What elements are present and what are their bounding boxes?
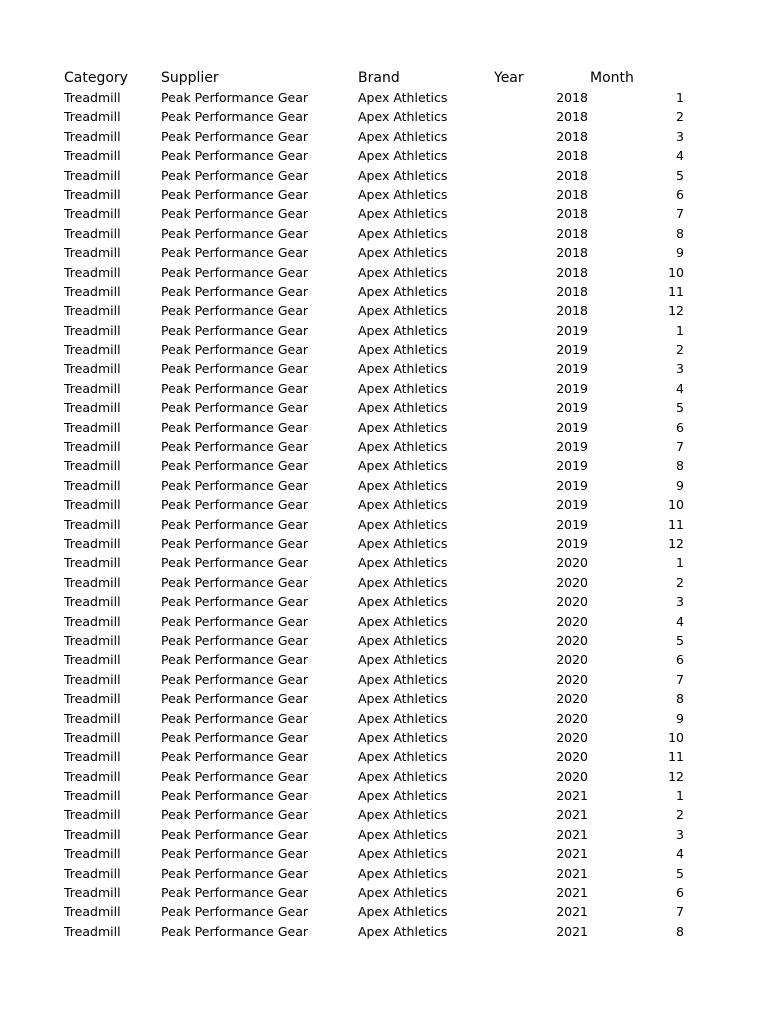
cell-month: 11 (668, 516, 684, 532)
cell-supplier: Peak Performance Gear (161, 128, 309, 144)
cell-year: 2020 (556, 613, 588, 629)
table-row (64, 902, 704, 921)
cell-category: Treadmill (64, 807, 121, 823)
cell-supplier: Peak Performance Gear (161, 342, 309, 358)
cell-brand: Apex Athletics (358, 128, 448, 144)
cell-supplier: Peak Performance Gear (161, 400, 309, 416)
table-body (64, 88, 704, 941)
cell-category: Treadmill (64, 419, 121, 435)
cell-supplier: Peak Performance Gear (161, 322, 309, 338)
cell-year: 2021 (556, 885, 588, 901)
cell-category: Treadmill (64, 632, 121, 648)
cell-brand: Apex Athletics (358, 109, 448, 125)
cell-month: 4 (676, 846, 684, 862)
cell-year: 2021 (556, 923, 588, 939)
cell-category: Treadmill (64, 206, 121, 222)
cell-brand: Apex Athletics (358, 245, 448, 261)
cell-month: 7 (676, 904, 684, 920)
cell-category: Treadmill (64, 458, 121, 474)
cell-supplier: Peak Performance Gear (161, 109, 309, 125)
cell-year: 2019 (556, 477, 588, 493)
cell-month: 5 (676, 865, 684, 881)
cell-supplier: Peak Performance Gear (161, 90, 309, 105)
cell-brand: Apex Athletics (358, 613, 448, 629)
cell-category: Treadmill (64, 768, 121, 784)
cell-brand: Apex Athletics (358, 652, 448, 668)
table-row (64, 786, 704, 805)
table-row (64, 456, 704, 475)
cell-supplier: Peak Performance Gear (161, 652, 309, 668)
table-row (64, 612, 704, 631)
cell-year: 2020 (556, 691, 588, 707)
cell-year: 2019 (556, 361, 588, 377)
cell-category: Treadmill (64, 846, 121, 862)
cell-month: 3 (676, 594, 684, 610)
cell-supplier: Peak Performance Gear (161, 671, 309, 687)
cell-brand: Apex Athletics (358, 90, 448, 105)
cell-brand: Apex Athletics (358, 885, 448, 901)
cell-year: 2020 (556, 768, 588, 784)
cell-year: 2018 (556, 90, 588, 105)
table-row (64, 689, 704, 708)
cell-category: Treadmill (64, 148, 121, 164)
cell-month: 1 (676, 322, 684, 338)
cell-month: 12 (668, 768, 684, 784)
cell-supplier: Peak Performance Gear (161, 574, 309, 590)
cell-brand: Apex Athletics (358, 749, 448, 765)
cell-supplier: Peak Performance Gear (161, 380, 309, 396)
cell-category: Treadmill (64, 477, 121, 493)
cell-year: 2019 (556, 497, 588, 513)
table-row (64, 805, 704, 824)
table-row (64, 592, 704, 611)
cell-brand: Apex Athletics (358, 264, 448, 280)
table-row (64, 747, 704, 766)
cell-supplier: Peak Performance Gear (161, 846, 309, 862)
cell-supplier: Peak Performance Gear (161, 749, 309, 765)
table-row (64, 864, 704, 883)
cell-brand: Apex Athletics (358, 788, 448, 804)
cell-month: 5 (676, 632, 684, 648)
cell-supplier: Peak Performance Gear (161, 148, 309, 164)
cell-brand: Apex Athletics (358, 148, 448, 164)
table-row (64, 204, 704, 223)
cell-category: Treadmill (64, 264, 121, 280)
cell-year: 2020 (556, 671, 588, 687)
cell-supplier: Peak Performance Gear (161, 729, 309, 745)
table-row (64, 418, 704, 437)
cell-brand: Apex Athletics (358, 186, 448, 202)
cell-month: 9 (676, 477, 684, 493)
cell-supplier: Peak Performance Gear (161, 613, 309, 629)
cell-month: 4 (676, 380, 684, 396)
cell-month: 9 (676, 710, 684, 726)
table-row (64, 631, 704, 650)
cell-year: 2020 (556, 632, 588, 648)
cell-brand: Apex Athletics (358, 516, 448, 532)
cell-year: 2018 (556, 148, 588, 164)
cell-category: Treadmill (64, 885, 121, 901)
cell-year: 2020 (556, 574, 588, 590)
cell-brand: Apex Athletics (358, 400, 448, 416)
cell-brand: Apex Athletics (358, 303, 448, 319)
header-supplier: Supplier (161, 70, 219, 86)
cell-category: Treadmill (64, 225, 121, 241)
cell-supplier: Peak Performance Gear (161, 439, 309, 455)
cell-brand: Apex Athletics (358, 671, 448, 687)
cell-brand: Apex Athletics (358, 710, 448, 726)
table-row (64, 844, 704, 863)
cell-category: Treadmill (64, 535, 121, 551)
cell-category: Treadmill (64, 516, 121, 532)
cell-supplier: Peak Performance Gear (161, 167, 309, 183)
cell-month: 6 (676, 885, 684, 901)
cell-year: 2021 (556, 788, 588, 804)
cell-brand: Apex Athletics (358, 632, 448, 648)
cell-category: Treadmill (64, 380, 121, 396)
table-row (64, 127, 704, 146)
table-row (64, 379, 704, 398)
cell-supplier: Peak Performance Gear (161, 186, 309, 202)
cell-month: 4 (676, 148, 684, 164)
cell-month: 2 (676, 807, 684, 823)
table-row (64, 88, 704, 107)
cell-year: 2018 (556, 109, 588, 125)
cell-supplier: Peak Performance Gear (161, 264, 309, 280)
cell-supplier: Peak Performance Gear (161, 419, 309, 435)
cell-supplier: Peak Performance Gear (161, 535, 309, 551)
cell-category: Treadmill (64, 865, 121, 881)
cell-year: 2020 (556, 652, 588, 668)
cell-brand: Apex Athletics (358, 691, 448, 707)
cell-year: 2018 (556, 206, 588, 222)
table-row (64, 922, 704, 941)
cell-month: 8 (676, 691, 684, 707)
table-row (64, 534, 704, 553)
table-row (64, 883, 704, 902)
table-row (64, 224, 704, 243)
cell-year: 2019 (556, 458, 588, 474)
cell-year: 2020 (556, 594, 588, 610)
cell-month: 12 (668, 303, 684, 319)
cell-category: Treadmill (64, 710, 121, 726)
cell-year: 2021 (556, 826, 588, 842)
cell-brand: Apex Athletics (358, 497, 448, 513)
cell-supplier: Peak Performance Gear (161, 477, 309, 493)
table-row (64, 185, 704, 204)
cell-brand: Apex Athletics (358, 342, 448, 358)
table-row (64, 398, 704, 417)
table-row (64, 166, 704, 185)
cell-brand: Apex Athletics (358, 768, 448, 784)
cell-brand: Apex Athletics (358, 574, 448, 590)
cell-category: Treadmill (64, 788, 121, 804)
table-row (64, 282, 704, 301)
cell-month: 4 (676, 613, 684, 629)
cell-year: 2019 (556, 380, 588, 396)
cell-month: 10 (668, 729, 684, 745)
cell-supplier: Peak Performance Gear (161, 361, 309, 377)
cell-category: Treadmill (64, 439, 121, 455)
cell-month: 6 (676, 419, 684, 435)
cell-month: 7 (676, 439, 684, 455)
cell-year: 2019 (556, 400, 588, 416)
cell-year: 2020 (556, 710, 588, 726)
table-row (64, 670, 704, 689)
cell-brand: Apex Athletics (358, 419, 448, 435)
cell-month: 2 (676, 342, 684, 358)
cell-month: 1 (676, 555, 684, 571)
cell-year: 2019 (556, 535, 588, 551)
cell-month: 8 (676, 923, 684, 939)
cell-month: 1 (676, 788, 684, 804)
cell-brand: Apex Athletics (358, 206, 448, 222)
cell-supplier: Peak Performance Gear (161, 885, 309, 901)
cell-year: 2019 (556, 419, 588, 435)
cell-category: Treadmill (64, 574, 121, 590)
table-row (64, 476, 704, 495)
table-row (64, 359, 704, 378)
data-table (64, 68, 704, 941)
cell-month: 11 (668, 283, 684, 299)
cell-category: Treadmill (64, 342, 121, 358)
table-row (64, 146, 704, 165)
cell-category: Treadmill (64, 90, 121, 105)
cell-brand: Apex Athletics (358, 865, 448, 881)
cell-month: 7 (676, 671, 684, 687)
cell-year: 2018 (556, 167, 588, 183)
cell-supplier: Peak Performance Gear (161, 303, 309, 319)
cell-year: 2018 (556, 245, 588, 261)
cell-category: Treadmill (64, 729, 121, 745)
cell-year: 2018 (556, 264, 588, 280)
cell-category: Treadmill (64, 245, 121, 261)
cell-category: Treadmill (64, 109, 121, 125)
table-row (64, 437, 704, 456)
cell-brand: Apex Athletics (358, 807, 448, 823)
cell-year: 2021 (556, 865, 588, 881)
cell-brand: Apex Athletics (358, 380, 448, 396)
cell-supplier: Peak Performance Gear (161, 516, 309, 532)
cell-supplier: Peak Performance Gear (161, 865, 309, 881)
cell-brand: Apex Athletics (358, 458, 448, 474)
cell-year: 2019 (556, 516, 588, 532)
cell-month: 1 (676, 90, 684, 105)
table-row (64, 340, 704, 359)
cell-year: 2019 (556, 342, 588, 358)
table-row (64, 650, 704, 669)
cell-brand: Apex Athletics (358, 439, 448, 455)
cell-month: 3 (676, 361, 684, 377)
cell-category: Treadmill (64, 826, 121, 842)
cell-year: 2018 (556, 128, 588, 144)
cell-brand: Apex Athletics (358, 729, 448, 745)
cell-category: Treadmill (64, 555, 121, 571)
cell-category: Treadmill (64, 186, 121, 202)
cell-month: 8 (676, 458, 684, 474)
cell-supplier: Peak Performance Gear (161, 497, 309, 513)
cell-category: Treadmill (64, 691, 121, 707)
cell-month: 5 (676, 167, 684, 183)
cell-year: 2021 (556, 807, 588, 823)
header-row (64, 68, 704, 88)
cell-month: 7 (676, 206, 684, 222)
cell-supplier: Peak Performance Gear (161, 245, 309, 261)
table-row (64, 107, 704, 126)
cell-month: 10 (668, 497, 684, 513)
cell-supplier: Peak Performance Gear (161, 768, 309, 784)
cell-category: Treadmill (64, 497, 121, 513)
table-row (64, 767, 704, 786)
cell-year: 2021 (556, 846, 588, 862)
cell-brand: Apex Athletics (358, 594, 448, 610)
cell-brand: Apex Athletics (358, 555, 448, 571)
table-row (64, 263, 704, 282)
cell-month: 2 (676, 574, 684, 590)
table-row (64, 515, 704, 534)
cell-supplier: Peak Performance Gear (161, 206, 309, 222)
cell-year: 2020 (556, 729, 588, 745)
table-row (64, 301, 704, 320)
cell-year: 2020 (556, 749, 588, 765)
cell-year: 2018 (556, 283, 588, 299)
cell-month: 12 (668, 535, 684, 551)
cell-month: 3 (676, 128, 684, 144)
cell-month: 9 (676, 245, 684, 261)
cell-month: 6 (676, 652, 684, 668)
cell-brand: Apex Athletics (358, 361, 448, 377)
cell-brand: Apex Athletics (358, 826, 448, 842)
cell-year: 2018 (556, 303, 588, 319)
cell-supplier: Peak Performance Gear (161, 225, 309, 241)
cell-brand: Apex Athletics (358, 535, 448, 551)
header-category: Category (64, 70, 128, 86)
cell-category: Treadmill (64, 671, 121, 687)
cell-year: 2020 (556, 555, 588, 571)
table-row (64, 243, 704, 262)
cell-supplier: Peak Performance Gear (161, 283, 309, 299)
cell-category: Treadmill (64, 322, 121, 338)
cell-brand: Apex Athletics (358, 846, 448, 862)
header-month: Month (590, 70, 634, 86)
cell-brand: Apex Athletics (358, 322, 448, 338)
cell-category: Treadmill (64, 904, 121, 920)
cell-supplier: Peak Performance Gear (161, 788, 309, 804)
cell-year: 2018 (556, 225, 588, 241)
cell-month: 3 (676, 826, 684, 842)
cell-category: Treadmill (64, 400, 121, 416)
cell-supplier: Peak Performance Gear (161, 710, 309, 726)
cell-supplier: Peak Performance Gear (161, 555, 309, 571)
cell-year: 2019 (556, 322, 588, 338)
table-row (64, 709, 704, 728)
cell-category: Treadmill (64, 167, 121, 183)
cell-brand: Apex Athletics (358, 923, 448, 939)
cell-supplier: Peak Performance Gear (161, 458, 309, 474)
cell-month: 5 (676, 400, 684, 416)
cell-month: 2 (676, 109, 684, 125)
table-row (64, 321, 704, 340)
cell-supplier: Peak Performance Gear (161, 691, 309, 707)
cell-brand: Apex Athletics (358, 167, 448, 183)
cell-category: Treadmill (64, 283, 121, 299)
cell-year: 2019 (556, 439, 588, 455)
table-row (64, 553, 704, 572)
cell-category: Treadmill (64, 128, 121, 144)
header-brand: Brand (358, 70, 400, 86)
cell-category: Treadmill (64, 923, 121, 939)
cell-supplier: Peak Performance Gear (161, 923, 309, 939)
cell-supplier: Peak Performance Gear (161, 594, 309, 610)
cell-category: Treadmill (64, 361, 121, 377)
cell-category: Treadmill (64, 303, 121, 319)
cell-brand: Apex Athletics (358, 477, 448, 493)
header-year: Year (494, 70, 524, 86)
cell-year: 2018 (556, 186, 588, 202)
table-row (64, 825, 704, 844)
cell-month: 6 (676, 186, 684, 202)
cell-supplier: Peak Performance Gear (161, 904, 309, 920)
cell-supplier: Peak Performance Gear (161, 826, 309, 842)
table-row (64, 728, 704, 747)
table-row (64, 495, 704, 514)
cell-supplier: Peak Performance Gear (161, 807, 309, 823)
cell-brand: Apex Athletics (358, 225, 448, 241)
table-row (64, 573, 704, 592)
cell-supplier: Peak Performance Gear (161, 632, 309, 648)
cell-month: 11 (668, 749, 684, 765)
cell-month: 8 (676, 225, 684, 241)
cell-year: 2021 (556, 904, 588, 920)
cell-category: Treadmill (64, 749, 121, 765)
cell-month: 10 (668, 264, 684, 280)
cell-category: Treadmill (64, 594, 121, 610)
cell-category: Treadmill (64, 652, 121, 668)
cell-brand: Apex Athletics (358, 904, 448, 920)
cell-brand: Apex Athletics (358, 283, 448, 299)
cell-category: Treadmill (64, 613, 121, 629)
